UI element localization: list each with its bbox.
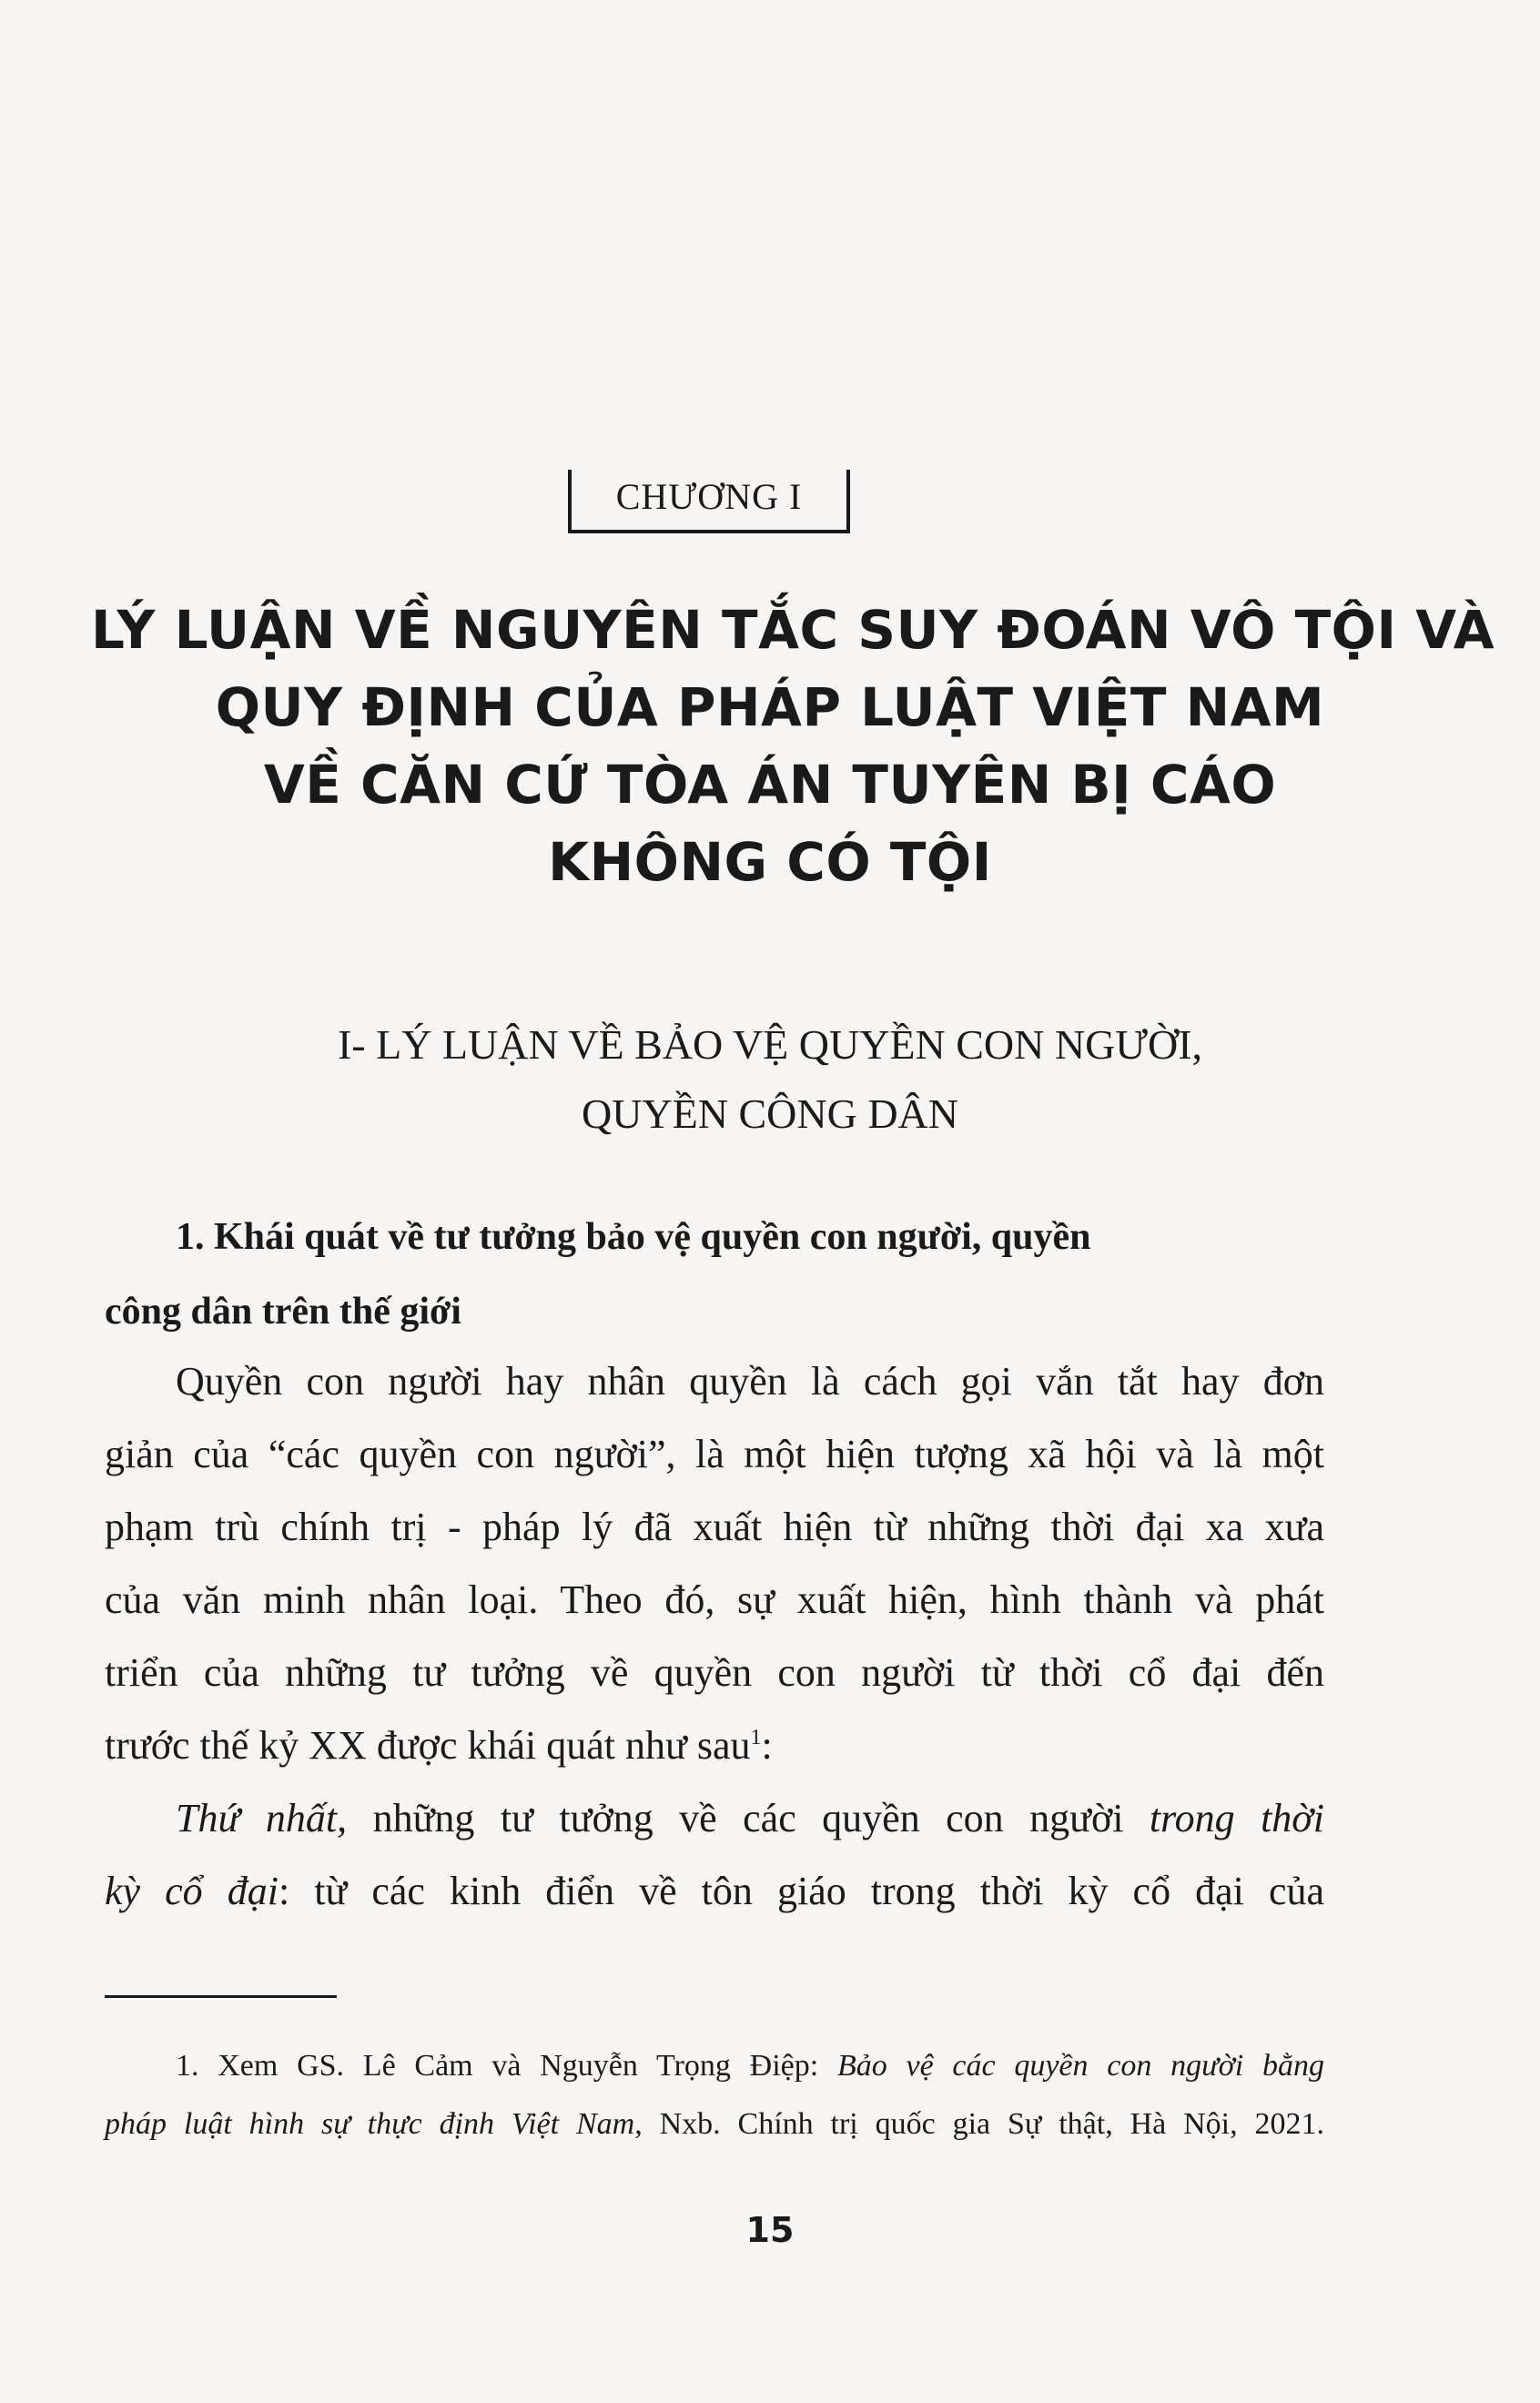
section-title-line: I- LÝ LUẬN VỀ BẢO VỆ QUYỀN CON NGƯỜI, [337, 1021, 1203, 1068]
body-line: của văn minh nhân loại. Theo đó, sự xuất hiện, hình thành và phát [105, 1577, 1324, 1622]
body-text [105, 1345, 1324, 1928]
body-text-run: : từ các kinh điển về tôn giáo trong thời kỳ cổ đại của [278, 1869, 1325, 1913]
body-line: Quyền con người hay nhân quyền là cách gọi vắn tắt hay đơn [176, 1359, 1324, 1404]
subsection-title-line: công dân trên thế giới [105, 1291, 461, 1333]
chapter-title-line: QUY ĐỊNH CỦA PHÁP LUẬT VIỆT NAM [215, 676, 1325, 738]
footnote-line [105, 2095, 1324, 2154]
body-line: giản của “các quyền con người”, là một hiện tượng xã hội và là một [105, 1432, 1324, 1476]
chapter-title-line: VỀ CĂN CỨ TÒA ÁN TUYÊN BỊ CÁO [263, 754, 1277, 816]
body-text-run: những tư tưởng về các quyền con người [347, 1796, 1150, 1840]
section-title [91, 1010, 1449, 1149]
body-line-last [105, 1709, 1324, 1782]
footnote-line [105, 2037, 1324, 2095]
body-line [105, 1782, 1324, 1855]
chapter-title-line: LÝ LUẬN VỀ NGUYÊN TẮC SUY ĐOÁN VÔ TỘI VÀ [91, 599, 1495, 661]
footnote [105, 2037, 1324, 2154]
chapter-label: CHƯƠNG I [615, 476, 803, 517]
body-italic: Thứ nhất, [176, 1796, 348, 1840]
body-line [105, 1855, 1324, 1928]
footnote-text: , Nxb. Chính trị quốc gia Sự thật, Hà Nội, 2021. [634, 2107, 1324, 2141]
subsection-title-line: 1. Khái quát về tư tưởng bảo vệ quyền con người, quyền [176, 1216, 1091, 1258]
page-number: 15 [745, 2210, 795, 2250]
footnote-reference: 1 [750, 1726, 762, 1749]
body-line: triển của những tư tưởng về quyền con người từ thời cổ đại đến [105, 1650, 1324, 1695]
body-line-text: trước thế kỷ XX được khái quát như sau [105, 1723, 751, 1768]
section-title-line: QUYỀN CÔNG DÂN [582, 1090, 958, 1137]
body-line-punct: : [761, 1723, 773, 1768]
footnote-text: 1. Xem GS. Lê Cảm và Nguyễn Trọng Điệp: [176, 2049, 837, 2083]
body-italic: kỳ cổ đại [105, 1869, 279, 1913]
chapter-title [91, 592, 1495, 901]
body-italic: trong thời [1149, 1796, 1324, 1840]
footnote-divider [105, 1995, 337, 1998]
footnote-italic: Bảo vệ các quyền con người bằng [836, 2049, 1324, 2083]
footnote-italic: pháp luật hình sự thực định Việt Nam [105, 2107, 635, 2141]
chapter-title-line: KHÔNG CÓ TỘI [548, 831, 992, 893]
body-line: phạm trù chính trị - pháp lý đã xuất hiện từ những thời đại xa xưa [105, 1505, 1324, 1549]
subsection-title [105, 1200, 1324, 1349]
